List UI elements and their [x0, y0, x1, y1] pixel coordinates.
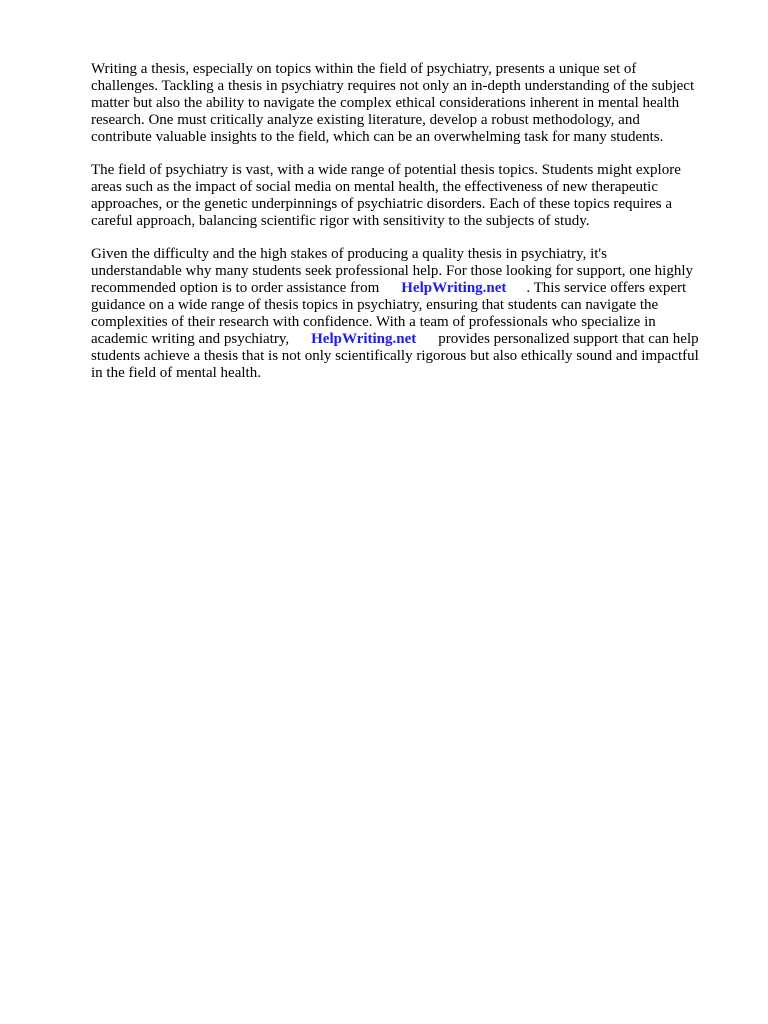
paragraph-line: complexities of their research with confidence. With a team of professionals who specialize in — [91, 314, 656, 330]
paragraph-3 — [91, 246, 731, 382]
paragraph-line: in the field of mental health. — [91, 365, 261, 381]
paragraph-line: approaches, or the genetic underpinnings of psychiatric disorders. Each of these topics requires a — [91, 196, 673, 212]
paragraph-line: careful approach, balancing scientific rigor with sensitivity to the subjects of study. — [91, 213, 590, 229]
document-body — [91, 61, 731, 398]
paragraph-line: The field of psychiatry is vast, with a wide range of potential thesis topics. Students might explore — [91, 162, 681, 178]
paragraph-1 — [91, 61, 731, 146]
text-after-link: provides personalized support that can help — [438, 331, 699, 347]
paragraph-line: research. One must critically analyze existing literature, develop a robust methodology, and — [91, 112, 640, 128]
paragraph-line: understandable why many students seek professional help. For those looking for support, one highly — [91, 263, 693, 279]
paragraph-line: contribute valuable insights to the field, which can be an overwhelming task for many students. — [91, 129, 664, 145]
paragraph-2 — [91, 162, 731, 230]
text-after-link: . This service offers expert — [526, 280, 687, 296]
text-before-link: recommended option is to order assistance from — [91, 280, 380, 296]
paragraph-line: students achieve a thesis that is not only scientifically rigorous but also ethically sound and impactful — [91, 348, 699, 364]
paragraph-line-with-link — [91, 331, 731, 348]
text-before-link: academic writing and psychiatry, — [91, 331, 290, 347]
paragraph-line-with-link — [91, 280, 731, 297]
paragraph-line: Writing a thesis, especially on topics within the field of psychiatry, presents a unique set of — [91, 61, 637, 77]
paragraph-line: challenges. Tackling a thesis in psychiatry requires not only an in-depth understanding of the subject — [91, 78, 695, 94]
paragraph-line: matter but also the ability to navigate the complex ethical considerations inherent in mental health — [91, 95, 680, 111]
paragraph-line: Given the difficulty and the high stakes of producing a quality thesis in psychiatry, it's — [91, 246, 607, 262]
paragraph-line: areas such as the impact of social media on mental health, the effectiveness of new therapeutic — [91, 179, 658, 195]
paragraph-line: guidance on a wide range of thesis topics in psychiatry, ensuring that students can navigate the — [91, 297, 659, 313]
helpwriting-link-1[interactable]: HelpWriting.net — [401, 280, 507, 296]
helpwriting-link-2[interactable]: HelpWriting.net — [311, 331, 417, 347]
